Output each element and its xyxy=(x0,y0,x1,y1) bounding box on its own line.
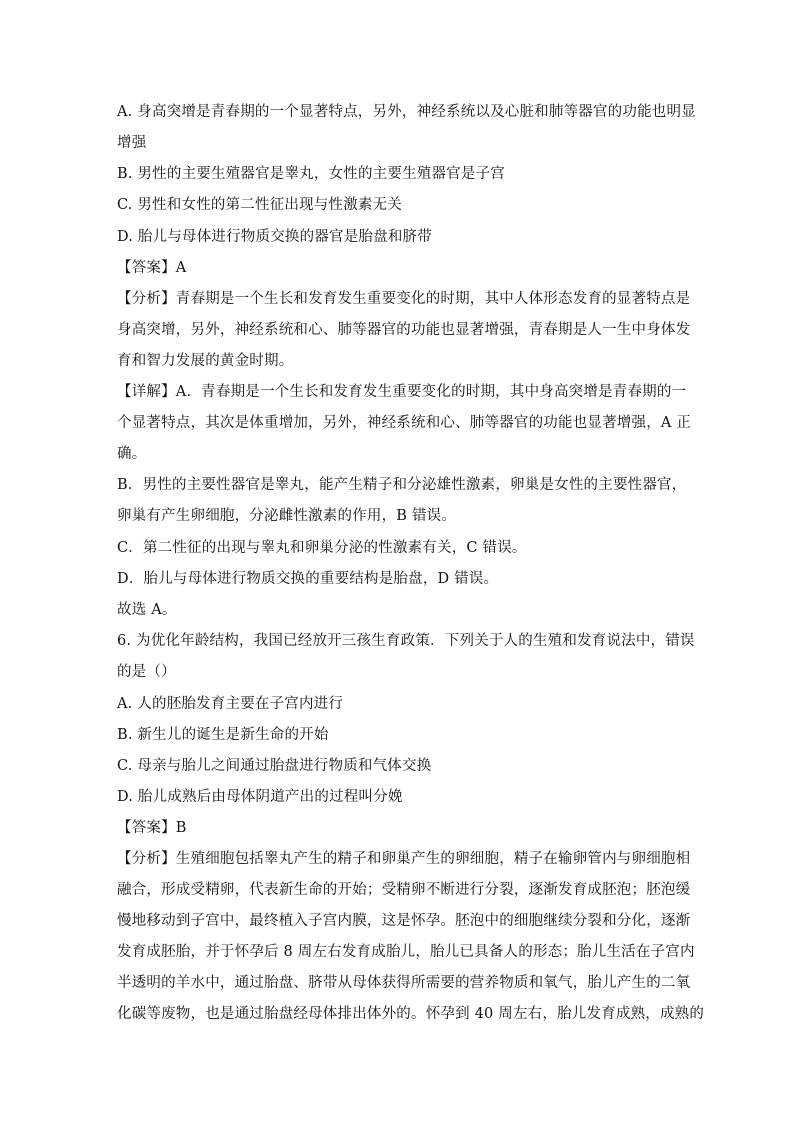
analysis-line: 【分析】生殖细胞包括睾丸产生的精子和卵巢产生的卵细胞，精子在输卵管内与卵细胞相 xyxy=(117,851,691,867)
detail-line: B．男性的主要性器官是睾丸，能产生精子和分泌雄性激素，卵巢是女性的主要性器官， xyxy=(117,477,687,493)
answer-label: 【答案】A xyxy=(117,260,187,276)
analysis-line: 融合，形成受精卵，代表新生命的开始；受精卵不断进行分裂，逐渐发育成胚泡；胚泡缓 xyxy=(117,882,691,898)
analysis-line: 【分析】青春期是一个生长和发育发生重要变化的时期，其中人体形态发育的显著特点是 xyxy=(117,291,691,307)
question-6-stem: 6. 为优化年龄结构，我国已经放开三孩生育政策．下列关于人的生殖和发育说法中，错误 xyxy=(117,633,695,649)
detail-line: 个显著特点，其次是体重增加，另外，神经系统和心、肺等器官的功能也显著增强，A 正 xyxy=(117,415,692,431)
answer-label: 【答案】B xyxy=(117,820,187,836)
option-b-text: B. 新生儿的诞生是新生命的开始 xyxy=(117,727,329,743)
detail-line: D．胎儿与母体进行物质交换的重要结构是胎盘，D 错误。 xyxy=(117,571,499,587)
detail-line: 卵巢有产生卵细胞，分泌雌性激素的作用，B 错误。 xyxy=(117,508,457,524)
option-d-text: D. 胎儿成熟后由母体阴道产出的过程叫分娩 xyxy=(117,789,403,805)
option-d-text: D. 胎儿与母体进行物质交换的器官是胎盘和脐带 xyxy=(117,229,432,245)
question-6-stem-continuation: 的是（） xyxy=(117,664,176,680)
option-b-text: B. 男性的主要生殖器官是睾丸，女性的主要生殖器官是子宫 xyxy=(117,166,505,182)
analysis-line: 慢地移动到子宫中，最终植入子宫内膜，这是怀孕。胚泡中的细胞继续分裂和分化，逐渐 xyxy=(117,913,691,929)
analysis-line: 发育成胚胎，并于怀孕后 8 周左右发育成胎儿，胎儿已具备人的形态；胎儿生活在子宫内 xyxy=(117,944,695,960)
option-c-text: C. 母亲与胎儿之间通过胎盘进行物质和气体交换 xyxy=(117,758,432,774)
analysis-line: 半透明的羊水中，通过胎盘、脐带从母体获得所需要的营养物质和氧气，胎儿产生的二氧 xyxy=(117,975,691,991)
option-a-text: A. 人的胚胎发育主要在子宫内进行 xyxy=(117,696,344,712)
analysis-line: 化碳等废物，也是通过胎盘经母体排出体外的。怀孕到 40 周左右，胎儿发育成熟，成熟的 xyxy=(117,1006,705,1022)
detail-line: 确。 xyxy=(117,446,147,462)
option-a-text: A. 身高突增是青春期的一个显著特点，另外，神经系统以及心脏和肺等器官的功能也明显 xyxy=(117,104,696,120)
detail-line: 【详解】A．青春期是一个生长和发育发生重要变化的时期，其中身高突增是青春期的一 xyxy=(117,384,687,400)
option-c-text: C. 男性和女性的第二性征出现与性激素无关 xyxy=(117,197,402,213)
analysis-line: 身高突增，另外，神经系统和心、肺等器官的功能也显著增强，青春期是人一生中身体发 xyxy=(117,322,691,338)
conclusion-line: 故选 A。 xyxy=(117,602,177,618)
detail-line: C．第二性征的出现与睾丸和卵巢分泌的性激素有关，C 错误。 xyxy=(117,540,527,556)
analysis-line: 育和智力发展的黄金时期。 xyxy=(117,353,294,369)
option-a-continuation: 增强 xyxy=(117,135,147,151)
